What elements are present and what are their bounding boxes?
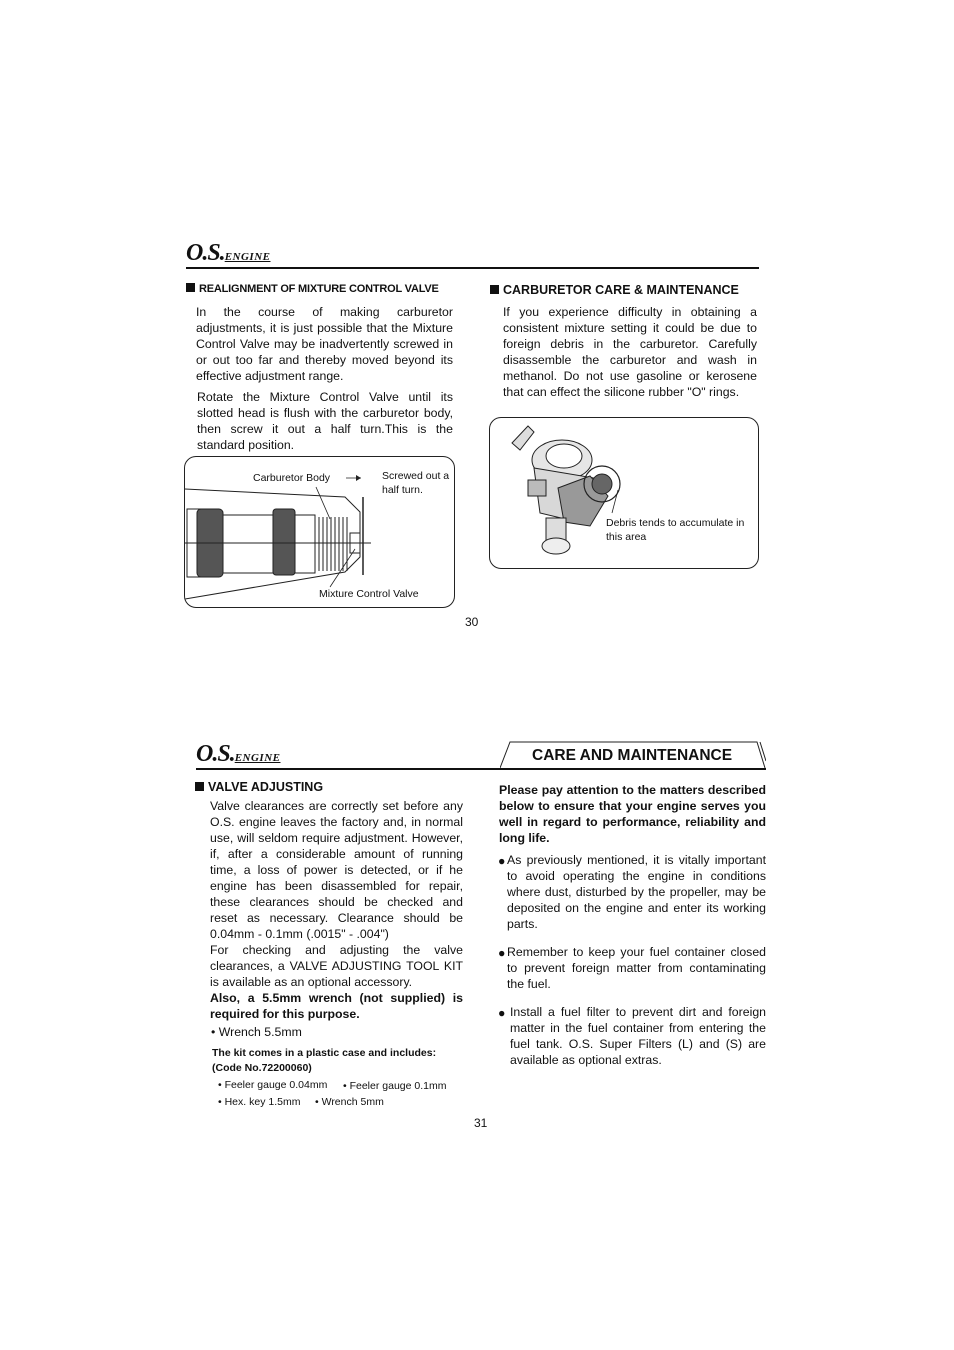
care-intro: Please pay attention to the matters described below to ensure that your engine serves you well in regard to performance, reliability and long life. [499, 783, 766, 845]
kit-item-feeler-01: • Feeler gauge 0.1mm [343, 1080, 447, 1092]
carburetor-body-label: Carburetor Body [253, 472, 331, 484]
page-number-31: 31 [474, 1116, 488, 1130]
wrench-item: • Wrench 5.5mm [211, 1025, 302, 1039]
page-number-30: 30 [465, 615, 479, 629]
section-heading-realignment: REALIGNMENT OF MIXTURE CONTROL VALVE [186, 283, 439, 295]
banner-title: CARE AND MAINTENANCE [532, 747, 733, 764]
carburetor-care-paragraph: If you experience difficulty in obtaining a consistent mixture setting it could be due to foreign debris in the carburetor. Carefully disassemble the carburetor and wash in methanol. Do not use gasoline or kerosene that can effect the silicone rubber "O" rings. [503, 305, 757, 399]
valve-paragraph-1: Valve clearances are correctly set before any O.S. engine leaves the factory and, in normal use, will seldom require adjustment. However, if, after a considerable amount of running time, a loss of power is detected, or if he engine has been disassembled for repair, these clearances should be checked and reset as necessary. Clearance should be 0.04mm - 0.1mm (.0015" - .004") [210, 799, 463, 941]
carburetor-photo-illustration [490, 418, 758, 568]
list-item: ● Install a fuel filter to prevent dirt and foreign matter in the fuel container from entering the fuel tank. O.S. Super Filters (L) and (S) are available as optional extras. [498, 1005, 766, 1067]
care-bullet-list [498, 852, 766, 1084]
carburetor-valve-figure [184, 456, 455, 608]
mixture-control-valve-label: Mixture Control Valve [319, 588, 419, 600]
header-rule [186, 267, 759, 269]
kit-line-1: The kit comes in a plastic case and includes: [212, 1047, 437, 1059]
valve-paragraph-2: For checking and adjusting the valve clearances, a VALVE ADJUSTING TOOL KIT is available as an optional accessory. [210, 943, 463, 989]
list-item: ● As previously mentioned, it is vitally important to avoid operating the engine in conditions where dust, disturbed by the propeller, may be deposited on the engine and enter its working parts. [498, 853, 766, 931]
realignment-paragraph-1: In the course of making carburetor adjustments, it is just possible that the Mixture Control Valve may be inadvertently screwed in or out too far and thereby moved beyond its effective adjustment range. [196, 305, 453, 383]
square-bullet-icon [195, 782, 204, 791]
os-engine-logo: O.S.ENGINE [196, 741, 281, 767]
bullet-dot-icon: ● [498, 1006, 506, 1020]
screwed-out-label: Screwed out a half turn. [382, 470, 450, 496]
list-item: ● Remember to keep your fuel container closed to prevent foreign matter from contaminating the fuel. [498, 945, 766, 991]
square-bullet-icon [186, 283, 195, 292]
debris-label: Debris tends to accumulate in this area [606, 517, 745, 543]
valve-paragraph-3: Also, a 5.5mm wrench (not supplied) is required for this purpose. [210, 991, 463, 1021]
section-heading-valve-adjusting: VALVE ADJUSTING [195, 780, 323, 794]
bullet-dot-icon: ● [498, 854, 506, 868]
kit-item-feeler-004: • Feeler gauge 0.04mm [218, 1079, 328, 1091]
care-and-maintenance-banner [500, 741, 766, 768]
kit-item-wrench-5: • Wrench 5mm [315, 1096, 384, 1108]
kit-item-hex-key: • Hex. key 1.5mm [218, 1096, 301, 1108]
realignment-paragraph-2: Rotate the Mixture Control Valve until its slotted head is flush with the carburetor body, then screw it out a half turn.This is the standard position. [197, 390, 453, 452]
os-engine-logo: O.S.ENGINE [186, 240, 271, 266]
kit-code: (Code No.72200060) [212, 1062, 312, 1074]
section-heading-carburetor-care: CARBURETOR CARE & MAINTENANCE [490, 283, 739, 297]
kit-description [212, 1046, 436, 1076]
square-bullet-icon [490, 285, 499, 294]
carburetor-debris-figure [489, 417, 759, 569]
bullet-dot-icon: ● [498, 946, 506, 960]
